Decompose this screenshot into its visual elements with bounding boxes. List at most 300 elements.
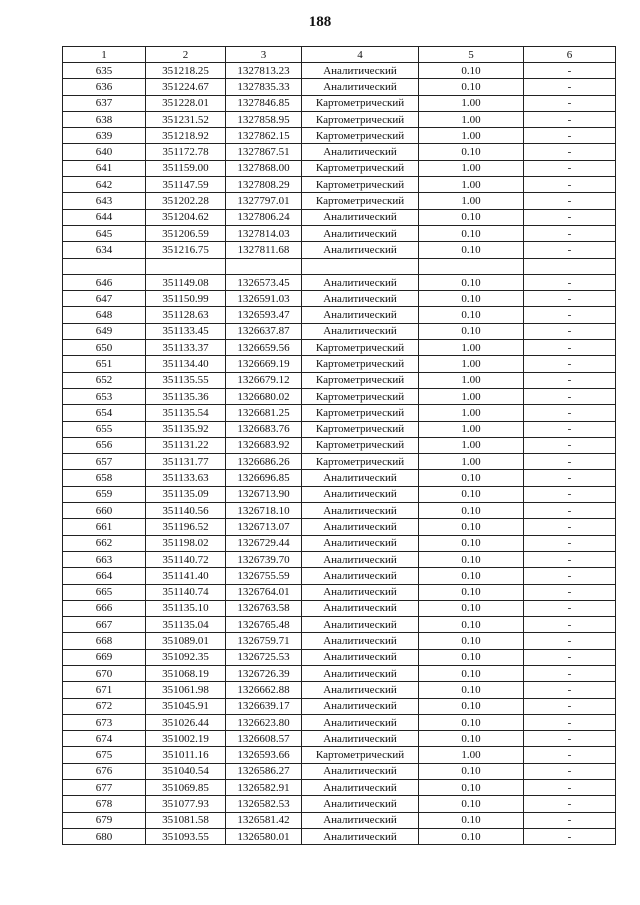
- y-coordinate-cell: 1326683.76: [226, 421, 302, 437]
- method-cell: Аналитический: [302, 551, 419, 567]
- table-row: [63, 551, 616, 567]
- x-coordinate-cell: 351092.35: [146, 649, 226, 665]
- method-cell: Картометрический: [302, 111, 419, 127]
- y-coordinate-cell: 1326763.58: [226, 600, 302, 616]
- x-coordinate-cell: 351224.67: [146, 79, 226, 95]
- table-row: [63, 258, 616, 274]
- note-cell: -: [524, 649, 616, 665]
- note-cell: -: [524, 617, 616, 633]
- y-coordinate-cell: 1326725.53: [226, 649, 302, 665]
- y-coordinate-cell: 1327814.03: [226, 225, 302, 241]
- note-cell: -: [524, 242, 616, 258]
- x-coordinate-cell: 351068.19: [146, 665, 226, 681]
- table-row: [63, 600, 616, 616]
- accuracy-cell: 0.10: [419, 796, 524, 812]
- table-row: [63, 698, 616, 714]
- y-coordinate-cell: 1327813.23: [226, 63, 302, 79]
- table-row: [63, 454, 616, 470]
- table-row: [63, 307, 616, 323]
- table-row: [63, 242, 616, 258]
- note-cell: -: [524, 828, 616, 844]
- point-number-cell: 675: [63, 747, 146, 763]
- note-cell: -: [524, 551, 616, 567]
- column-header: 3: [226, 47, 302, 63]
- table-row: [63, 340, 616, 356]
- method-cell: Картометрический: [302, 747, 419, 763]
- point-number-cell: 669: [63, 649, 146, 665]
- note-cell: -: [524, 519, 616, 535]
- accuracy-cell: 0.10: [419, 63, 524, 79]
- accuracy-cell: 0.10: [419, 225, 524, 241]
- point-number-cell: 655: [63, 421, 146, 437]
- y-coordinate-cell: 1326623.80: [226, 714, 302, 730]
- method-cell: Аналитический: [302, 828, 419, 844]
- x-coordinate-cell: 351206.59: [146, 225, 226, 241]
- y-coordinate-cell: 1326718.10: [226, 503, 302, 519]
- y-coordinate-cell: 1326686.26: [226, 454, 302, 470]
- y-coordinate-cell: 1326593.66: [226, 747, 302, 763]
- method-cell: Аналитический: [302, 763, 419, 779]
- y-coordinate-cell: 1326586.27: [226, 763, 302, 779]
- table-row: [63, 274, 616, 290]
- column-header: 5: [419, 47, 524, 63]
- note-cell: [524, 258, 616, 274]
- x-coordinate-cell: 351045.91: [146, 698, 226, 714]
- accuracy-cell: 0.10: [419, 780, 524, 796]
- point-number-cell: 644: [63, 209, 146, 225]
- note-cell: -: [524, 225, 616, 241]
- note-cell: -: [524, 111, 616, 127]
- note-cell: -: [524, 796, 616, 812]
- y-coordinate-cell: 1326637.87: [226, 323, 302, 339]
- y-coordinate-cell: 1327835.33: [226, 79, 302, 95]
- note-cell: -: [524, 63, 616, 79]
- method-cell: Картометрический: [302, 437, 419, 453]
- method-cell: Аналитический: [302, 519, 419, 535]
- y-coordinate-cell: 1326662.88: [226, 682, 302, 698]
- y-coordinate-cell: 1326765.48: [226, 617, 302, 633]
- x-coordinate-cell: 351218.25: [146, 63, 226, 79]
- method-cell: Аналитический: [302, 812, 419, 828]
- note-cell: -: [524, 437, 616, 453]
- accuracy-cell: 0.10: [419, 649, 524, 665]
- table-row: [63, 519, 616, 535]
- note-cell: -: [524, 209, 616, 225]
- accuracy-cell: 0.10: [419, 323, 524, 339]
- accuracy-cell: 0.10: [419, 633, 524, 649]
- note-cell: -: [524, 714, 616, 730]
- x-coordinate-cell: 351172.78: [146, 144, 226, 160]
- note-cell: -: [524, 780, 616, 796]
- method-cell: Картометрический: [302, 454, 419, 470]
- note-cell: -: [524, 177, 616, 193]
- method-cell: Аналитический: [302, 649, 419, 665]
- table-row: [63, 111, 616, 127]
- accuracy-cell: 0.10: [419, 682, 524, 698]
- accuracy-cell: [419, 258, 524, 274]
- method-cell: Аналитический: [302, 307, 419, 323]
- table-row: [63, 388, 616, 404]
- coordinates-table: [62, 46, 616, 845]
- x-coordinate-cell: 351131.22: [146, 437, 226, 453]
- accuracy-cell: 0.10: [419, 828, 524, 844]
- table-row: [63, 714, 616, 730]
- note-cell: -: [524, 193, 616, 209]
- point-number-cell: 664: [63, 568, 146, 584]
- x-coordinate-cell: 351202.28: [146, 193, 226, 209]
- y-coordinate-cell: 1326683.92: [226, 437, 302, 453]
- point-number-cell: 665: [63, 584, 146, 600]
- x-coordinate-cell: 351150.99: [146, 291, 226, 307]
- point-number-cell: 672: [63, 698, 146, 714]
- method-cell: [302, 258, 419, 274]
- method-cell: Картометрический: [302, 405, 419, 421]
- column-header: 1: [63, 47, 146, 63]
- y-coordinate-cell: 1327797.01: [226, 193, 302, 209]
- point-number-cell: 667: [63, 617, 146, 633]
- x-coordinate-cell: 351147.59: [146, 177, 226, 193]
- x-coordinate-cell: 351131.77: [146, 454, 226, 470]
- x-coordinate-cell: 351133.37: [146, 340, 226, 356]
- note-cell: -: [524, 160, 616, 176]
- y-coordinate-cell: 1326608.57: [226, 731, 302, 747]
- x-coordinate-cell: 351149.08: [146, 274, 226, 290]
- y-coordinate-cell: 1326759.71: [226, 633, 302, 649]
- table-row: [63, 372, 616, 388]
- point-number-cell: 649: [63, 323, 146, 339]
- table-row: [63, 568, 616, 584]
- point-number-cell: 678: [63, 796, 146, 812]
- method-cell: Аналитический: [302, 291, 419, 307]
- table-header-row: [63, 47, 616, 63]
- x-coordinate-cell: 351141.40: [146, 568, 226, 584]
- method-cell: Аналитический: [302, 617, 419, 633]
- table-row: [63, 649, 616, 665]
- method-cell: Картометрический: [302, 177, 419, 193]
- x-coordinate-cell: 351061.98: [146, 682, 226, 698]
- table-row: [63, 323, 616, 339]
- point-number-cell: 640: [63, 144, 146, 160]
- point-number-cell: 663: [63, 551, 146, 567]
- point-number-cell: 671: [63, 682, 146, 698]
- method-cell: Аналитический: [302, 633, 419, 649]
- note-cell: -: [524, 665, 616, 681]
- note-cell: -: [524, 731, 616, 747]
- table-row: [63, 633, 616, 649]
- y-coordinate-cell: 1326739.70: [226, 551, 302, 567]
- note-cell: -: [524, 503, 616, 519]
- accuracy-cell: 0.10: [419, 568, 524, 584]
- note-cell: -: [524, 307, 616, 323]
- accuracy-cell: 1.00: [419, 454, 524, 470]
- point-number-cell: 641: [63, 160, 146, 176]
- method-cell: Аналитический: [302, 600, 419, 616]
- point-number-cell: 673: [63, 714, 146, 730]
- table-row: [63, 128, 616, 144]
- point-number-cell: 670: [63, 665, 146, 681]
- table-row: [63, 731, 616, 747]
- table-row: [63, 160, 616, 176]
- x-coordinate-cell: 351140.56: [146, 503, 226, 519]
- accuracy-cell: 0.10: [419, 600, 524, 616]
- y-coordinate-cell: 1326680.02: [226, 388, 302, 404]
- method-cell: Аналитический: [302, 503, 419, 519]
- accuracy-cell: 0.10: [419, 144, 524, 160]
- table-body: [63, 63, 616, 845]
- accuracy-cell: 1.00: [419, 340, 524, 356]
- x-coordinate-cell: 351077.93: [146, 796, 226, 812]
- table-row: [63, 486, 616, 502]
- y-coordinate-cell: 1327806.24: [226, 209, 302, 225]
- point-number-cell: 654: [63, 405, 146, 421]
- note-cell: -: [524, 144, 616, 160]
- method-cell: Картометрический: [302, 388, 419, 404]
- point-number-cell: 666: [63, 600, 146, 616]
- accuracy-cell: 1.00: [419, 747, 524, 763]
- accuracy-cell: 0.10: [419, 503, 524, 519]
- table-row: [63, 79, 616, 95]
- table-row: [63, 617, 616, 633]
- note-cell: -: [524, 470, 616, 486]
- accuracy-cell: 0.10: [419, 291, 524, 307]
- point-number-cell: 658: [63, 470, 146, 486]
- point-number-cell: 652: [63, 372, 146, 388]
- method-cell: Картометрический: [302, 372, 419, 388]
- y-coordinate-cell: 1327846.85: [226, 95, 302, 111]
- table-row: [63, 405, 616, 421]
- point-number-cell: 646: [63, 274, 146, 290]
- table-row: [63, 812, 616, 828]
- page-number: 188: [308, 14, 332, 30]
- table-row: [63, 63, 616, 79]
- accuracy-cell: 1.00: [419, 421, 524, 437]
- note-cell: -: [524, 682, 616, 698]
- table-row: [63, 780, 616, 796]
- note-cell: -: [524, 486, 616, 502]
- x-coordinate-cell: 351135.36: [146, 388, 226, 404]
- accuracy-cell: 0.10: [419, 551, 524, 567]
- column-header: 4: [302, 47, 419, 63]
- accuracy-cell: 1.00: [419, 193, 524, 209]
- x-coordinate-cell: 351140.74: [146, 584, 226, 600]
- point-number-cell: 637: [63, 95, 146, 111]
- x-coordinate-cell: 351128.63: [146, 307, 226, 323]
- point-number-cell: 661: [63, 519, 146, 535]
- table-row: [63, 225, 616, 241]
- method-cell: Картометрический: [302, 95, 419, 111]
- method-cell: Аналитический: [302, 79, 419, 95]
- x-coordinate-cell: 351133.45: [146, 323, 226, 339]
- method-cell: Аналитический: [302, 209, 419, 225]
- point-number-cell: 659: [63, 486, 146, 502]
- method-cell: Картометрический: [302, 128, 419, 144]
- x-coordinate-cell: 351135.55: [146, 372, 226, 388]
- accuracy-cell: 1.00: [419, 437, 524, 453]
- method-cell: Картометрический: [302, 340, 419, 356]
- column-header: 6: [524, 47, 616, 63]
- table-row: [63, 144, 616, 160]
- note-cell: -: [524, 405, 616, 421]
- y-coordinate-cell: 1327811.68: [226, 242, 302, 258]
- method-cell: Аналитический: [302, 535, 419, 551]
- table-row: [63, 421, 616, 437]
- method-cell: Аналитический: [302, 731, 419, 747]
- y-coordinate-cell: 1326713.07: [226, 519, 302, 535]
- point-number-cell: 660: [63, 503, 146, 519]
- y-coordinate-cell: 1326726.39: [226, 665, 302, 681]
- point-number-cell: 648: [63, 307, 146, 323]
- note-cell: -: [524, 323, 616, 339]
- table-row: [63, 665, 616, 681]
- note-cell: -: [524, 291, 616, 307]
- accuracy-cell: 0.10: [419, 307, 524, 323]
- point-number-cell: 651: [63, 356, 146, 372]
- table-row: [63, 503, 616, 519]
- x-coordinate-cell: 351216.75: [146, 242, 226, 258]
- table-row: [63, 828, 616, 844]
- point-number-cell: 662: [63, 535, 146, 551]
- table-row: [63, 747, 616, 763]
- method-cell: Аналитический: [302, 568, 419, 584]
- accuracy-cell: 0.10: [419, 209, 524, 225]
- point-number-cell: 656: [63, 437, 146, 453]
- point-number-cell: 657: [63, 454, 146, 470]
- method-cell: Аналитический: [302, 698, 419, 714]
- y-coordinate-cell: 1326580.01: [226, 828, 302, 844]
- y-coordinate-cell: 1326729.44: [226, 535, 302, 551]
- table-row: [63, 209, 616, 225]
- y-coordinate-cell: 1326639.17: [226, 698, 302, 714]
- point-number-cell: 645: [63, 225, 146, 241]
- x-coordinate-cell: 351081.58: [146, 812, 226, 828]
- table-row: [63, 356, 616, 372]
- table-row: [63, 291, 616, 307]
- accuracy-cell: 1.00: [419, 160, 524, 176]
- y-coordinate-cell: 1327862.15: [226, 128, 302, 144]
- table-row: [63, 535, 616, 551]
- x-coordinate-cell: 351069.85: [146, 780, 226, 796]
- x-coordinate-cell: 351133.63: [146, 470, 226, 486]
- table-row: [63, 796, 616, 812]
- y-coordinate-cell: 1326573.45: [226, 274, 302, 290]
- y-coordinate-cell: 1326659.56: [226, 340, 302, 356]
- x-coordinate-cell: 351040.54: [146, 763, 226, 779]
- note-cell: -: [524, 747, 616, 763]
- accuracy-cell: 1.00: [419, 128, 524, 144]
- method-cell: Аналитический: [302, 665, 419, 681]
- x-coordinate-cell: 351218.92: [146, 128, 226, 144]
- accuracy-cell: 1.00: [419, 177, 524, 193]
- note-cell: -: [524, 812, 616, 828]
- table-row: [63, 437, 616, 453]
- x-coordinate-cell: 351231.52: [146, 111, 226, 127]
- x-coordinate-cell: [146, 258, 226, 274]
- x-coordinate-cell: 351135.04: [146, 617, 226, 633]
- table-row: [63, 193, 616, 209]
- x-coordinate-cell: 351196.52: [146, 519, 226, 535]
- note-cell: -: [524, 600, 616, 616]
- y-coordinate-cell: 1326679.12: [226, 372, 302, 388]
- method-cell: Аналитический: [302, 323, 419, 339]
- note-cell: -: [524, 535, 616, 551]
- accuracy-cell: 0.10: [419, 486, 524, 502]
- method-cell: Картометрический: [302, 421, 419, 437]
- y-coordinate-cell: 1326764.01: [226, 584, 302, 600]
- accuracy-cell: 0.10: [419, 470, 524, 486]
- table-row: [63, 470, 616, 486]
- accuracy-cell: 0.10: [419, 698, 524, 714]
- note-cell: -: [524, 388, 616, 404]
- point-number-cell: 647: [63, 291, 146, 307]
- y-coordinate-cell: 1326755.59: [226, 568, 302, 584]
- column-header: 2: [146, 47, 226, 63]
- accuracy-cell: 0.10: [419, 584, 524, 600]
- note-cell: -: [524, 763, 616, 779]
- x-coordinate-cell: 351140.72: [146, 551, 226, 567]
- y-coordinate-cell: 1326713.90: [226, 486, 302, 502]
- point-number-cell: 638: [63, 111, 146, 127]
- accuracy-cell: 0.10: [419, 617, 524, 633]
- note-cell: -: [524, 698, 616, 714]
- y-coordinate-cell: 1327868.00: [226, 160, 302, 176]
- point-number-cell: 642: [63, 177, 146, 193]
- x-coordinate-cell: 351135.92: [146, 421, 226, 437]
- accuracy-cell: 0.10: [419, 714, 524, 730]
- point-number-cell: 676: [63, 763, 146, 779]
- note-cell: -: [524, 128, 616, 144]
- y-coordinate-cell: 1327867.51: [226, 144, 302, 160]
- point-number-cell: 639: [63, 128, 146, 144]
- method-cell: Аналитический: [302, 714, 419, 730]
- x-coordinate-cell: 351159.00: [146, 160, 226, 176]
- accuracy-cell: 0.10: [419, 274, 524, 290]
- method-cell: Аналитический: [302, 144, 419, 160]
- accuracy-cell: 0.10: [419, 242, 524, 258]
- x-coordinate-cell: 351089.01: [146, 633, 226, 649]
- accuracy-cell: 0.10: [419, 763, 524, 779]
- method-cell: Аналитический: [302, 682, 419, 698]
- point-number-cell: 674: [63, 731, 146, 747]
- method-cell: Аналитический: [302, 225, 419, 241]
- x-coordinate-cell: 351093.55: [146, 828, 226, 844]
- y-coordinate-cell: 1326681.25: [226, 405, 302, 421]
- accuracy-cell: 0.10: [419, 665, 524, 681]
- x-coordinate-cell: 351011.16: [146, 747, 226, 763]
- y-coordinate-cell: 1326582.91: [226, 780, 302, 796]
- y-coordinate-cell: 1326581.42: [226, 812, 302, 828]
- accuracy-cell: 0.10: [419, 812, 524, 828]
- point-number-cell: 650: [63, 340, 146, 356]
- table-row: [63, 177, 616, 193]
- note-cell: -: [524, 356, 616, 372]
- point-number-cell: 643: [63, 193, 146, 209]
- note-cell: -: [524, 633, 616, 649]
- accuracy-cell: 1.00: [419, 111, 524, 127]
- x-coordinate-cell: 351026.44: [146, 714, 226, 730]
- method-cell: Аналитический: [302, 486, 419, 502]
- table-row: [63, 584, 616, 600]
- y-coordinate-cell: 1326669.19: [226, 356, 302, 372]
- note-cell: -: [524, 340, 616, 356]
- accuracy-cell: 0.10: [419, 731, 524, 747]
- method-cell: Картометрический: [302, 356, 419, 372]
- point-number-cell: 634: [63, 242, 146, 258]
- point-number-cell: 677: [63, 780, 146, 796]
- accuracy-cell: 1.00: [419, 388, 524, 404]
- x-coordinate-cell: 351002.19: [146, 731, 226, 747]
- y-coordinate-cell: 1327808.29: [226, 177, 302, 193]
- accuracy-cell: 0.10: [419, 535, 524, 551]
